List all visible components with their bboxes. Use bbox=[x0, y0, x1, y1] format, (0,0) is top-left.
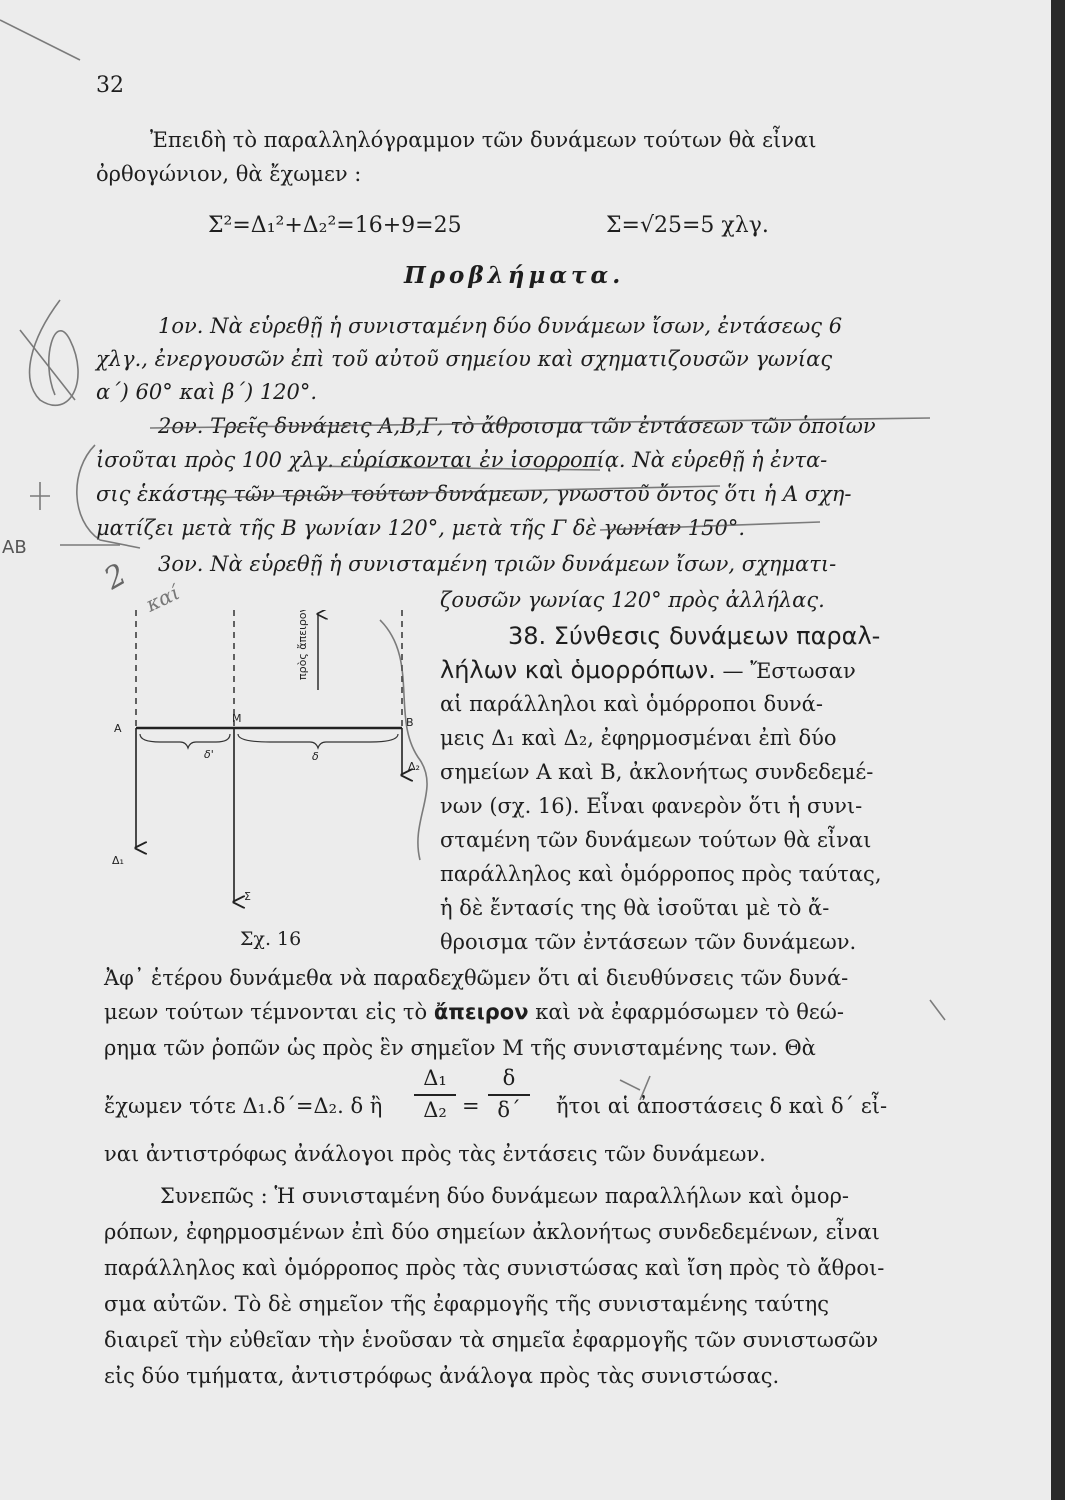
section-heading-line-2: λήλων καὶ ὁμορρόπων. bbox=[440, 656, 716, 684]
section-line-6: παράλληλος καὶ ὁμόρροπος πρὸς ταύτας, bbox=[440, 862, 882, 886]
fraction-delta-bar bbox=[414, 1094, 456, 1096]
brace-d-prime bbox=[140, 734, 230, 748]
problem-1-line-3: α΄) 60° καὶ β΄) 120°. bbox=[96, 380, 318, 404]
fraction-delta-numerator: Δ₁ bbox=[423, 1066, 447, 1090]
section-line-3: σημείων Α καὶ Β, ἀκλονήτως συνδεδεμέ- bbox=[440, 760, 874, 784]
pencil-plus bbox=[30, 482, 50, 510]
continuation-line-2 bbox=[104, 998, 844, 1026]
fraction-d-denominator: δ΄ bbox=[497, 1098, 521, 1122]
problem-2-line-4: ματίζει μετὰ τῆς Β γωνίαν 120°, μετὰ τῆς Γ δὲ γωνίαν 150°. bbox=[96, 516, 746, 540]
problems-title: Προβλήματα. bbox=[404, 262, 625, 289]
section-heading-line-2-wrap bbox=[440, 656, 856, 685]
problem-2-line-3: σις ἑκάστης τῶν τριῶν τούτων δυνάμεων, γνωστοῦ ὄντος ὅτι ἡ Α σχη- bbox=[96, 482, 852, 506]
figure-16 bbox=[100, 610, 440, 960]
continuation-line-1: Ἀφ᾽ ἑτέρου δυνάμεθα νὰ παραδεχθῶμεν ὅτι αἱ διευθύνσεις τῶν δυνά- bbox=[104, 966, 849, 990]
fraction-delta bbox=[414, 1066, 456, 1130]
problem-3-line-1: 3ον. Νὰ εὑρεθῇ ἡ συνισταμένη τριῶν δυνάμεων ἴσων, σχηματι- bbox=[158, 552, 837, 576]
section-line-2: μεις Δ₁ καὶ Δ₂, ἐφηρμοσμέναι ἐπὶ δύο bbox=[440, 726, 837, 750]
delta1-label: Δ₁ bbox=[112, 854, 124, 867]
continuation-line-4-pre: ἔχωμεν τότε Δ₁.δ΄=Δ₂. δ ἢ bbox=[104, 1094, 383, 1118]
figure-caption: Σχ. 16 bbox=[240, 928, 302, 950]
page-edge-shadow bbox=[1051, 0, 1065, 1500]
equation-left: Σ²=Δ₁²+Δ₂²=16+9=25 bbox=[208, 213, 462, 238]
section-line-8: θροισμα τῶν ἐντάσεων τῶν δυνάμεων. bbox=[440, 930, 857, 954]
section-line-4: νων (σχ. 16). Εἶναι φανερὸν ὅτι ἡ συνι- bbox=[440, 794, 863, 818]
continuation-line-2-post: καὶ νὰ ἐφαρμόσωμεν τὸ θεώ- bbox=[535, 1000, 844, 1024]
equation-right: Σ=√25=5 χλγ. bbox=[606, 213, 769, 238]
pencil-stroke-cross bbox=[20, 330, 75, 400]
point-m-label: Μ bbox=[232, 712, 242, 725]
problem-2-line-1: 2ον. Τρεῖς δυνάμεις Α,Β,Γ, τὸ ἄθροισμα τῶν ἐντάσεων τῶν ὁποίων bbox=[158, 414, 876, 438]
continuation-line-5: ναι ἀντιστρόφως ἀνάλογοι πρὸς τὰς ἐντάσεις τῶν δυνάμεων. bbox=[104, 1142, 766, 1166]
section-line-1: αἱ παράλληλοι καὶ ὁμόρροποι δυνά- bbox=[440, 692, 823, 716]
conclusion-line-4: σμα αὐτῶν. Τὸ δὲ σημεῖον τῆς ἐφαρμογῆς τῆς συνισταμένης ταύτης bbox=[104, 1292, 830, 1316]
page-number: 32 bbox=[96, 73, 124, 98]
intro-line-2: ὀρθογώνιον, θὰ ἔχωμεν : bbox=[96, 162, 362, 186]
margin-note-ab: ΑΒ bbox=[2, 537, 27, 558]
conclusion-line-6: εἰς δύο τμήματα, ἀντιστρόφως ἀνάλογα πρὸς τὰς συνιστώσας. bbox=[104, 1364, 780, 1388]
figure-16-diagram bbox=[100, 610, 440, 960]
continuation-line-2-pre: μεων τούτων τέμνονται εἰς τὸ bbox=[104, 1000, 428, 1024]
fraction-equals: = bbox=[462, 1094, 480, 1118]
conclusion-line-3: παράλληλος καὶ ὁμόρροπος πρὸς τὰς συνιστώσας καὶ ἴση πρὸς τὸ ἄθροι- bbox=[104, 1256, 885, 1280]
section-line-5: σταμένη τῶν δυνάμεων τούτων θὰ εἶναι bbox=[440, 828, 872, 852]
section-heading-tail: — Ἔστωσαν bbox=[722, 659, 856, 683]
margin-note-kai: καί bbox=[141, 580, 184, 617]
pencil-mark-right bbox=[930, 1000, 945, 1020]
intro-line-1: Ἐπειδὴ τὸ παραλληλόγραμμον τῶν δυνάμεων τούτων θὰ εἶναι bbox=[150, 128, 817, 152]
conclusion-line-5: διαιρεῖ τὴν εὐθεῖαν τὴν ἑνοῦσαν τὰ σημεῖα ἐφαρμογῆς τῶν συνιστωσῶν bbox=[104, 1328, 879, 1352]
continuation-line-4-post: ἤτοι αἱ ἀποστάσεις δ καὶ δ΄ εἶ- bbox=[556, 1094, 888, 1118]
margin-note-two: 2 bbox=[98, 557, 133, 597]
pencil-scribble-top bbox=[30, 300, 78, 405]
pencil-stroke-corner bbox=[0, 20, 80, 60]
sigma-label: Σ bbox=[244, 890, 251, 903]
continuation-line-3: ρημα τῶν ῥοπῶν ὡς πρὸς ἓν σημεῖον Μ τῆς συνισταμένης των. Θὰ bbox=[104, 1036, 816, 1060]
section-heading-line-1: 38. Σύνθεσις δυνάμεων παραλ- bbox=[508, 622, 881, 650]
arrow-to-infinity-label: πρὸς ἄπειρον bbox=[296, 610, 309, 680]
problem-3-line-2: ζουσῶν γωνίας 120° πρὸς ἀλλήλας. bbox=[440, 588, 825, 612]
point-a-label: Α bbox=[114, 722, 122, 735]
d-label: δ bbox=[312, 750, 319, 763]
problem-1-line-1: 1ον. Νὰ εὑρεθῇ ἡ συνισταμένη δύο δυνάμεων ἴσων, ἐντάσεως 6 bbox=[158, 314, 843, 338]
conclusion-line-2: ρόπων, ἐφηρμοσμένων ἐπὶ δύο σημείων ἀκλονήτως συνδεδεμένων, εἶναι bbox=[104, 1220, 880, 1244]
problem-1-line-2: χλγ., ἐνεργουσῶν ἐπὶ τοῦ αὐτοῦ σημείου καὶ σχηματιζουσῶν γωνίας bbox=[96, 347, 833, 371]
section-line-7: ἡ δὲ ἔντασίς της θὰ ἰσοῦται μὲ τὸ ἄ- bbox=[440, 896, 830, 920]
delta2-label: Δ₂ bbox=[408, 760, 420, 773]
d-prime-label: δ' bbox=[204, 748, 214, 761]
point-b-label: Β bbox=[406, 716, 414, 729]
brace-d bbox=[238, 734, 398, 748]
fraction-d-numerator: δ bbox=[502, 1066, 516, 1090]
fraction-d bbox=[488, 1066, 530, 1130]
fraction-delta-denominator: Δ₂ bbox=[423, 1098, 447, 1122]
conclusion-line-1: Συνεπῶς : Ἡ συνισταμένη δύο δυνάμεων παραλλήλων καὶ ὁμορ- bbox=[160, 1184, 850, 1208]
fraction-d-bar bbox=[488, 1094, 530, 1096]
keyword-apeiron: ἄπειρον bbox=[433, 1000, 529, 1024]
problem-2-line-2: ἰσοῦται πρὸς 100 χλγ. εὑρίσκονται ἐν ἰσορροπίᾳ. Νὰ εὑρεθῇ ἡ ἐντα- bbox=[96, 448, 828, 472]
